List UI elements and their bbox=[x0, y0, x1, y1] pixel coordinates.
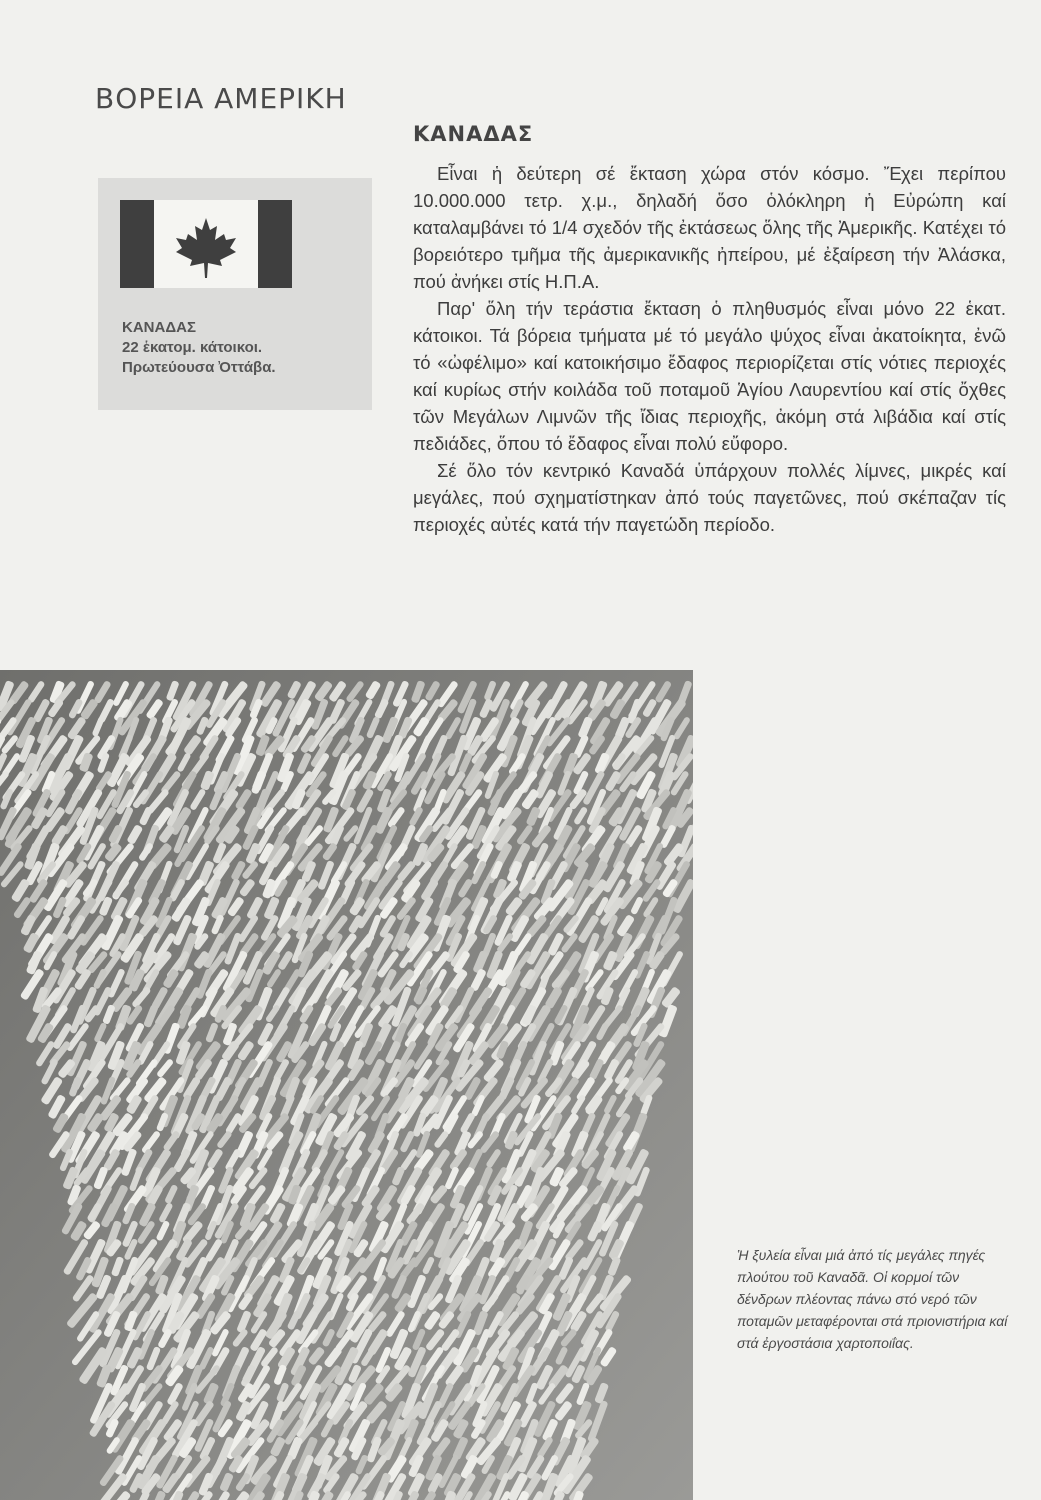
photo-caption bbox=[737, 1244, 1017, 1354]
flag-caption-country: ΚΑΝΑΔΑΣ bbox=[122, 319, 196, 336]
article-paragraph: Σέ ὅλο τόν κεντρικό Καναδά ὑπάρχουν πολλές λίμνες, μικρές καί μεγάλες, πού σχηματίστηκαν ἀπό τούς παγετῶνες, πού σκέπαζαν τίς περιοχές αὐτές κατά τήν παγετώδη περίοδο. bbox=[413, 460, 1006, 535]
flag-caption-capital: Πρωτεύουσα Ὀττάβα. bbox=[122, 359, 276, 376]
photo-caption-text: Ἡ ξυλεία εἶναι μιά ἀπό τίς μεγάλες πηγές πλούτου τοῦ Καναδᾶ. Οἱ κορμοί τῶν δένδρων πλέοντας πάνω στό νερό τῶν ποταμῶν μεταφέρονται στά πριονιστήρια καί στά ἐργοστάσια χαρτοποιΐας. bbox=[737, 1247, 1008, 1351]
flag-caption-population: 22 ἑκατομ. κάτοικοι. bbox=[122, 339, 263, 356]
flag-caption bbox=[122, 318, 276, 378]
canada-flag-icon bbox=[120, 200, 292, 288]
flag-box bbox=[98, 178, 372, 410]
article-body bbox=[413, 160, 1006, 538]
article-paragraph: Παρ' ὅλη τήν τεράστια ἔκταση ὁ πληθυσμός εἶναι μόνο 22 ἑκατ. κάτοικοι. Τά βόρεια τμήματα μέ τό μεγάλο ψύχος εἶναι ἀκατοίκητα, ἐνῶ τό «ὠφέλιμο» καί κατοικήσιμο ἔδαφος περιορίζεται στίς νότιες περιοχές καί κυρίως στήν κοιλάδα τοῦ ποταμοῦ Ἁγίου Λαυρεντίου καί στίς ὄχθες τῶν Μεγάλων Λιμνῶν τῆς ἴδιας περιοχῆς, ἀκόμη στά λιβάδια καί στίς πεδιάδες, ὅπου τό ἔδαφος εἶναι πολύ εὔφορο. bbox=[413, 298, 1006, 454]
article-paragraph: Εἶναι ἡ δεύτερη σέ ἔκταση χώρα στόν κόσμο. Ἔχει περίπου 10.000.000 τετρ. χ.μ., δηλαδή ὅσο ὁλόκληρη ἡ Εὐρώπη καί καταλαμβάνει τό 1/4 σχεδόν τῆς ἐκτάσεως ὅλης τῆς Ἀμερικῆς. Κατέχει τό βορειότερο τμῆμα τῆς ἀμερικανικῆς ἠπείρου, μέ ἐξαίρεση τήν Ἀλάσκα, πού ἀνήκει στίς Η.Π.Α. bbox=[413, 163, 1006, 292]
section-title: ΒΟΡΕΙΑ ΑΜΕΡΙΚΗ bbox=[95, 82, 347, 115]
article-title: ΚΑΝΑΔΑΣ bbox=[413, 122, 534, 146]
log-rafts-photo bbox=[0, 670, 693, 1500]
